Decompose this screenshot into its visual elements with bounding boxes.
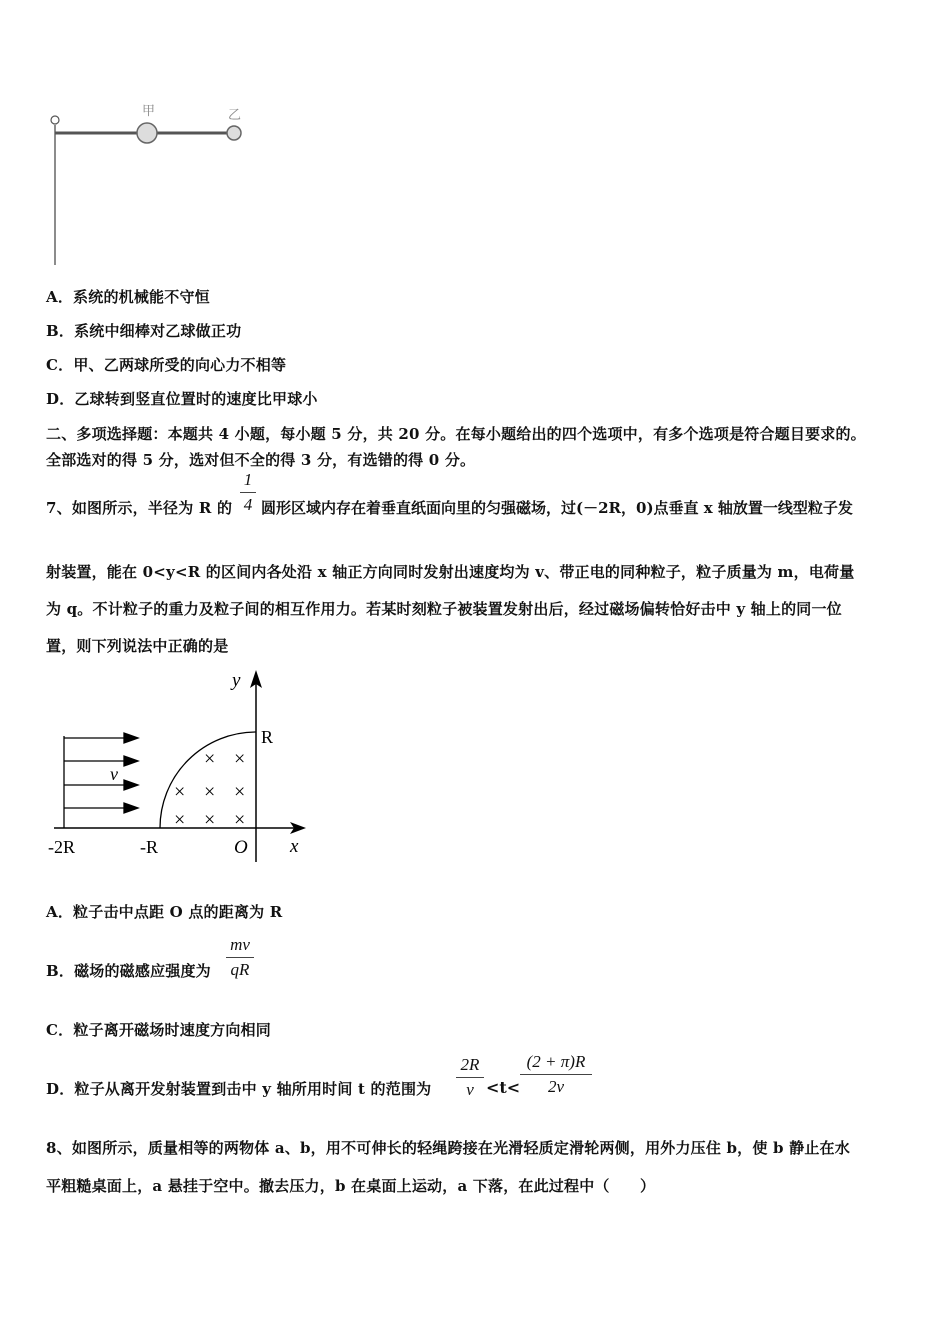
ball-jia [137, 123, 157, 143]
origin-label: O [234, 837, 248, 858]
q7-option-c: C．粒子离开磁场时速度方向相同 [46, 1021, 271, 1039]
x-axis-label: x [290, 836, 299, 857]
section2-heading-line1: 二、多项选择题：本题共 4 小题，每小题 5 分，共 20 分。在每小题给出的四个选项中，有多个选项是符合题目要求的。 [46, 425, 866, 443]
velocity-label: v [110, 764, 118, 784]
q7-option-b-text: B．磁场的磁感应强度为 [46, 962, 211, 980]
q8-stem-line2: 平粗糙桌面上，a 悬挂于空中。撤去压力，b 在桌面上运动，a 下落，在此过程中（ ） [46, 1177, 656, 1195]
q7-frac-num: 1 [243, 470, 253, 489]
section2-heading-line2: 全部选对的得 5 分，选对但不全的得 3 分，有选错的得 0 分。 [46, 451, 476, 469]
tick-label-neg2R: -2R [48, 837, 75, 857]
y-axis-label: y [232, 670, 241, 691]
q6-option-c: C．甲、乙两球所受的向心力不相等 [46, 356, 287, 374]
q7-stem-line3: 为 q。不计粒子的重力及粒子间的相互作用力。若某时刻粒子被装置发射出后，经过磁场偏转恰好击中 y 轴上的同一位 [46, 600, 842, 618]
cross-mark: × [174, 809, 186, 831]
q6-option-a: A．系统的机械能不守恒 [46, 288, 210, 306]
q7-d-den2: 2v [547, 1077, 565, 1096]
cross-mark: × [234, 748, 246, 770]
cross-mark: × [204, 781, 216, 803]
q7-option-d-fraction-2 [520, 1052, 592, 1097]
q7-stem-part1: 7、如图所示，半径为 R 的 [46, 499, 233, 517]
q8-stem-line1: 8、如图所示，质量相等的两物体 a、b，用不可伸长的轻绳跨接在光滑轻质定滑轮两侧，用外力压住 b，使 b 静止在水 [46, 1139, 850, 1157]
q7-option-d-inequality: <t< [486, 1078, 521, 1097]
tick-label-negR: -R [140, 837, 158, 857]
q7-b-den: qR [230, 960, 250, 979]
q7-fraction-quarter [240, 470, 256, 515]
cross-mark: × [204, 809, 216, 831]
q7-option-b-fraction [226, 935, 254, 980]
field-figure [40, 662, 320, 872]
q7-option-d-text: D．粒子从离开发射装置到击中 y 轴所用时间 t 的范围为 [46, 1080, 432, 1098]
q7-b-num: mv [230, 935, 250, 954]
q7-option-d-fraction-1 [456, 1055, 484, 1100]
cross-mark: × [234, 781, 246, 803]
label-jia: 甲 [142, 103, 156, 118]
rod-figure [40, 95, 260, 275]
ball-yi [227, 126, 241, 140]
q7-option-a: A．粒子击中点距 O 点的距离为 R [46, 903, 283, 921]
q7-d-num1: 2R [460, 1055, 480, 1074]
label-yi: 乙 [228, 107, 242, 122]
cross-mark: × [204, 748, 216, 770]
q7-d-num2: (2 + π)R [526, 1052, 586, 1071]
pivot-point [51, 116, 59, 124]
q7-stem-line2: 射装置，能在 0<y<R 的区间内各处沿 x 轴正方向同时发射出速度均为 v、带正电的同种粒子，粒子质量为 m，电荷量 [46, 563, 855, 581]
q7-d-den1: v [466, 1080, 474, 1099]
cross-mark: × [234, 809, 246, 831]
particle-arrows [64, 733, 138, 813]
q7-stem-part2: 圆形区域内存在着垂直纸面向里的匀强磁场，过(－2R，0)点垂直 x 轴放置一线型粒子发 [261, 499, 853, 517]
cross-mark: × [174, 781, 186, 803]
q7-frac-den: 4 [243, 495, 253, 514]
q6-option-b: B．系统中细棒对乙球做正功 [46, 322, 242, 340]
q6-option-d: D．乙球转到竖直位置时的速度比甲球小 [46, 390, 318, 408]
radius-label: R [261, 727, 274, 747]
q7-stem-line4: 置，则下列说法中正确的是 [46, 637, 229, 655]
